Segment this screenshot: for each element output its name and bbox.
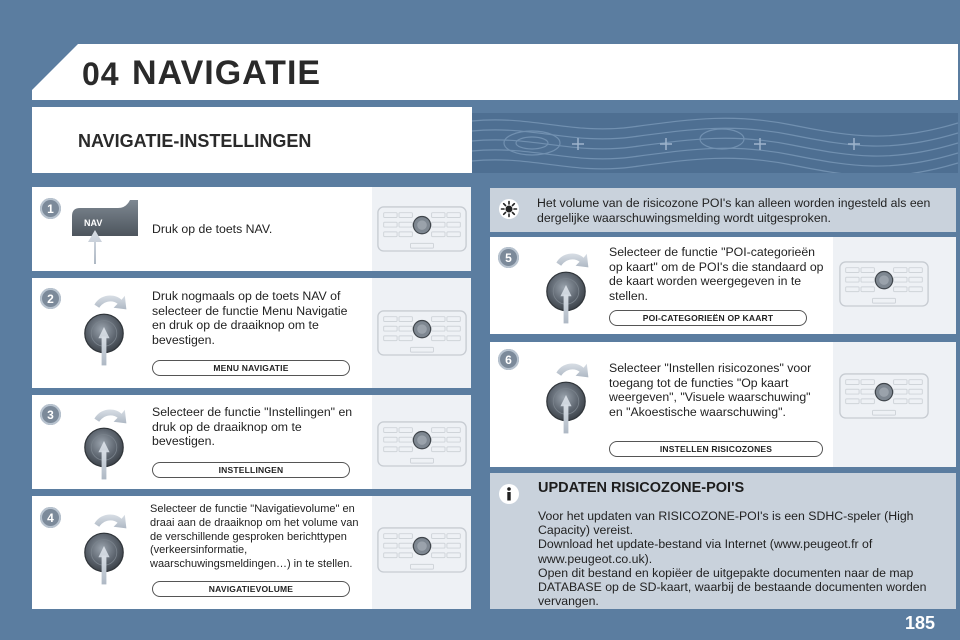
update-text xyxy=(538,509,938,608)
instellen-risicozones-button[interactable]: INSTELLEN RISICOZONES xyxy=(609,441,823,457)
update-line-2: Download het update-bestand via Internet (www.peugeot.fr of www.peugeot.co.uk). xyxy=(538,537,873,566)
radio-unit-icon xyxy=(838,254,930,312)
nav-key-icon xyxy=(68,196,140,266)
radio-unit-icon xyxy=(376,520,468,578)
step-3-text: Selecteer de functie "Instellingen" en druk op de draaiknop om te bevestigen. xyxy=(152,405,353,448)
step-5-badge: 5 xyxy=(498,247,519,268)
step-5-text: Selecteer de functie "POI-categorieën op kaart" om de POI's die standaard op de kaart worden weergegeven in te stellen. xyxy=(609,245,824,303)
radio-unit-icon xyxy=(376,414,468,472)
topographic-map-decoration xyxy=(472,113,958,173)
step-2-text: Druk nogmaals op de toets NAV of selecteer de functie Menu Navigatie en druk op de draaiknop om te bevestigen. xyxy=(152,289,348,347)
rotary-knob-icon xyxy=(72,505,136,587)
section-title: NAVIGATIE-INSTELLINGEN xyxy=(78,131,312,151)
radio-unit-icon xyxy=(376,303,468,361)
rotary-knob-icon xyxy=(72,400,136,482)
nav-key-label: NAV xyxy=(84,218,103,228)
poi-categorieen-button[interactable]: POI-CATEGORIEËN OP KAART xyxy=(609,310,807,326)
step-4-badge: 4 xyxy=(40,507,61,528)
step-4-text: Selecteer de functie "Navigatievolume" en draai aan de draaiknop om het volume van de verschillende gesproken berichttypen (verkeersinformatie, waarschuwingsmeldingen…) in te stellen. xyxy=(150,503,359,571)
tip-icon xyxy=(498,198,520,220)
rotary-knob-icon xyxy=(534,354,598,436)
chapter-number: 04 xyxy=(82,56,120,92)
update-line-1: Voor het updaten van RISICOZONE-POI's is een SDHC-speler (High Capacity) vereist. xyxy=(538,509,914,538)
update-line-3: Open dit bestand en kopiëer de uitgepakte documenten naar de map DATABASE op de SD-kaart, waarbij de bestaande documenten worden vervangen. xyxy=(538,565,927,609)
step-1-badge: 1 xyxy=(40,198,61,219)
rotary-knob-icon xyxy=(534,244,598,326)
step-3-badge: 3 xyxy=(40,404,61,425)
radio-unit-icon xyxy=(376,199,468,257)
instellingen-button[interactable]: INSTELLINGEN xyxy=(152,462,350,478)
info-icon xyxy=(498,483,520,505)
navigatievolume-button[interactable]: NAVIGATIEVOLUME xyxy=(152,581,350,597)
radio-unit-icon xyxy=(838,366,930,424)
chapter-title: NAVIGATIE xyxy=(132,54,322,92)
tip-text: Het volume van de risicozone POI's kan alleen worden ingesteld als een dergelijke waarschuwingsmelding wordt uitgesproken. xyxy=(537,196,931,225)
rotary-knob-icon xyxy=(72,286,136,368)
step-1-text: Druk op de toets NAV. xyxy=(152,222,273,236)
step-2-badge: 2 xyxy=(40,288,61,309)
update-title: UPDATEN RISICOZONE-POI'S xyxy=(538,480,745,496)
menu-navigatie-button[interactable]: MENU NAVIGATIE xyxy=(152,360,350,376)
step-6-badge: 6 xyxy=(498,349,519,370)
step-6-text: Selecteer "Instellen risicozones" voor toegang tot de functies "Op kaart weergeven", "Visuele waarschuwing" en "Akoestische waarschuwing". xyxy=(609,361,812,419)
page-number: 185 xyxy=(905,613,936,633)
